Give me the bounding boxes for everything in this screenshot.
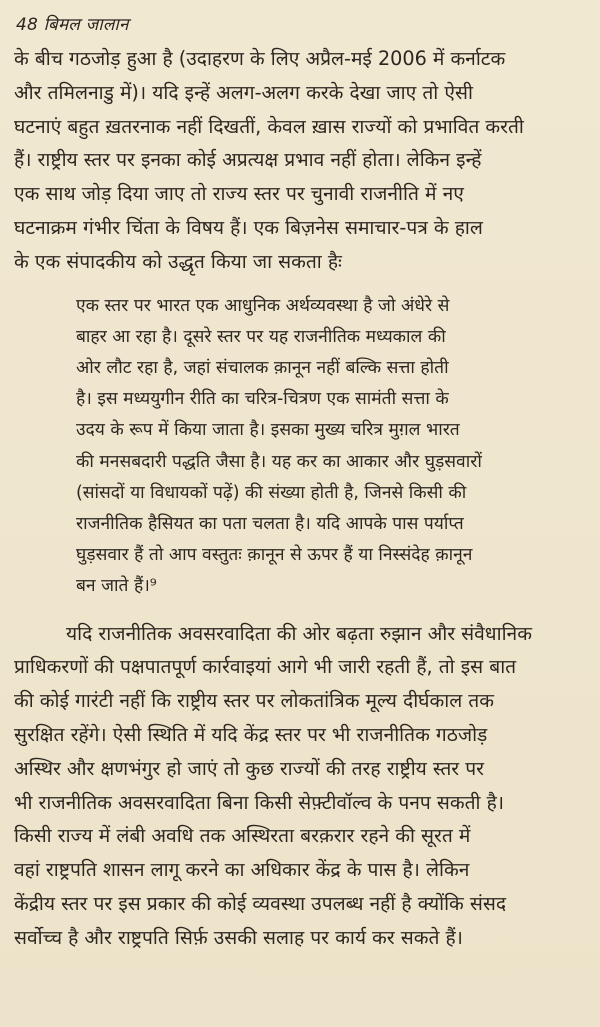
quote-line: राजनीतिक हैसियत का पता चलता है। यदि आपके पास पर्याप्त [76, 514, 464, 534]
text-line: एक साथ जोड़ दिया जाए तो राज्य स्तर पर चुनावी राजनीति में नए [14, 182, 464, 206]
text-line: सुरक्षित रहेंगे। ऐसी स्थिति में यदि केंद्र स्तर पर भी राजनीतिक गठजोड़ [14, 723, 488, 746]
quote-line: एक स्तर पर भारत एक आधुनिक अर्थव्यवस्था है जो अंधेरे से [76, 295, 450, 316]
text-line: के बीच गठजोड़ हुआ है (उदाहरण के लिए अप्रैल-मई 2006 में कर्नाटक [14, 47, 506, 70]
text-line: वहां राष्ट्रपति शासन लागू करने का अधिकार केंद्र के पास है। लेकिन [14, 858, 470, 882]
quote-line: ओर लौट रहा है, जहां संचालक क़ानून नहीं बल्कि सत्ता होती [76, 357, 449, 378]
text-line: प्राधिकरणों की पक्षपातपूर्ण कार्रवाइयां आगे भी जारी रहती हैं, तो इस बात [14, 655, 517, 679]
text-line: सर्वोच्च है और राष्ट्रपति सिर्फ़ उसकी सलाह पर कार्य कर सकते हैं। [14, 925, 463, 949]
text-line: घटनाएं बहुत ख़तरनाक नहीं दिखतीं, केवल ख़ास राज्यों को प्रभावित करती [14, 114, 524, 138]
paragraph-2 [14, 617, 582, 955]
text-line: यदि राजनीतिक अवसरवादिता की ओर बढ़ता रुझान और संवैधानिक [66, 621, 532, 645]
text-line: हैं। राष्ट्रीय स्तर पर इनका कोई अप्रत्यक्ष प्रभाव नहीं होता। लेकिन इन्हें [14, 148, 482, 172]
block-quote [14, 291, 582, 603]
text-line: भी राजनीतिक अवसरवादिता बिना किसी सेफ़्टीवॉल्व के पनप सकती है। [14, 790, 505, 814]
quote-line: है। इस मध्ययुगीन रीति का चरित्र-चित्रण एक सामंती सत्ता के [76, 389, 449, 410]
text-line: के एक संपादकीय को उद्धृत किया जा सकता हैः [14, 249, 342, 273]
quote-line: बाहर आ रहा है। दूसरे स्तर पर यह राजनीतिक मध्यकाल की [76, 326, 446, 347]
text-line: किसी राज्य में लंबी अवधि तक अस्थिरता बरक़रार रहने की सूरत में [14, 824, 471, 848]
text-line: की कोई गारंटी नहीं कि राष्ट्रीय स्तर पर लोकतांत्रिक मूल्य दीर्घकाल तक [14, 689, 494, 713]
quote-line: घुड़सवार हैं तो आप वस्तुतः क़ानून से ऊपर हैं या निस्संदेह क़ानून [76, 545, 473, 566]
paragraph-1 [14, 42, 582, 279]
text-line: केंद्रीय स्तर पर इस प्रकार की कोई व्यवस्था उपलब्ध नहीं है क्योंकि संसद [14, 891, 507, 915]
quote-line: उदय के रूप में किया जाता है। इसका मुख्य चरित्र मुग़ल भारत [76, 420, 460, 441]
text-line: घटनाक्रम गंभीर चिंता के विषय हैं। एक बिज़नेस समाचार-पत्र के हाल [14, 215, 483, 239]
quote-line: बन जाते हैं।⁹ [76, 576, 157, 597]
running-head: 48 बिमल जालान [16, 15, 129, 35]
quote-line: (सांसदों या विधायकों पढ़ें) की संख्या होती है, जिनसे किसी की [76, 482, 467, 503]
text-line: और तमिलनाडु में)। यदि इन्हें अलग-अलग करके देखा जाए तो ऐसी [14, 80, 473, 104]
quote-line: की मनसबदारी पद्धति जैसा है। यह कर का आकार और घुड़सवारों [76, 451, 482, 472]
text-line: अस्थिर और क्षणभंगुर हो जाएं तो कुछ राज्यों की तरह राष्ट्रीय स्तर पर [14, 756, 485, 780]
